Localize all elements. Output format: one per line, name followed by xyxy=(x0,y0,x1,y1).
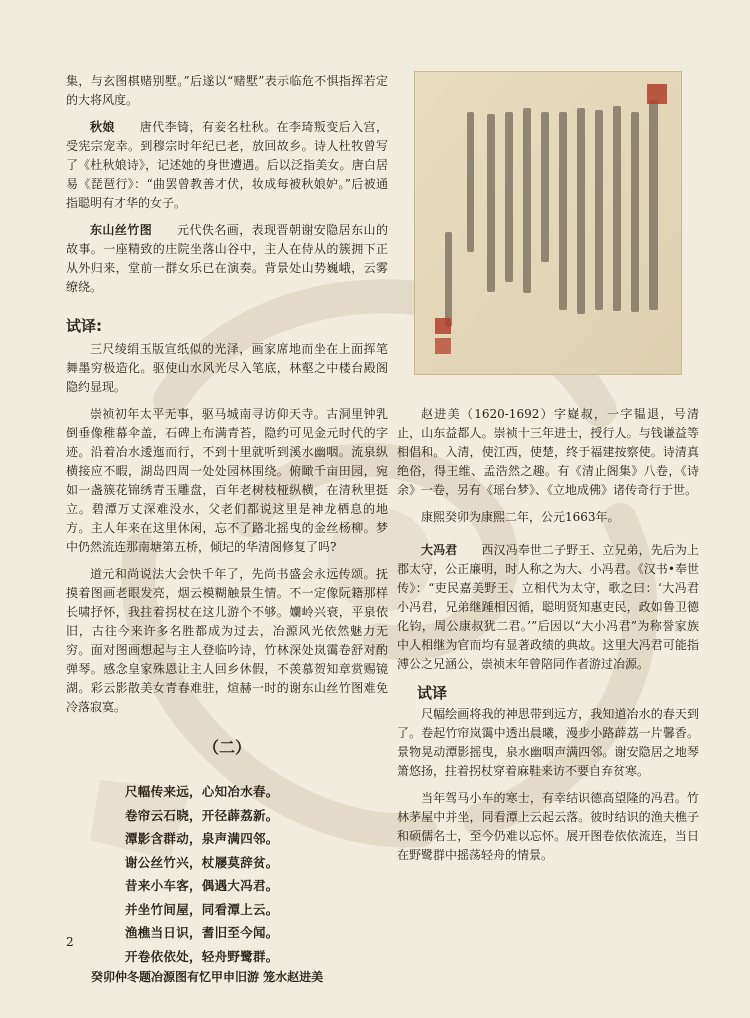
poem xyxy=(91,780,388,985)
right-column xyxy=(397,405,699,873)
calligraphy-image xyxy=(415,72,681,374)
poem-signature: 癸卯仲冬题冶源图有忆甲申旧游 笼水赵进美 xyxy=(91,970,324,984)
translation-paragraph: 尺幅绘画将我的神思带到远方，我知道冶水的春天到了。卷起竹帘岚霭中透出晨曦，漫步小路薜荔一片馨香。景物晃动潭影摇曳，泉水幽咽声满四邻。谢安隐居之地琴箫悠扬，拄着拐杖穿着麻鞋来访不要自弃贫寒。 xyxy=(397,707,699,778)
poem-line: 渔樵当日识，耆旧至今闻。 xyxy=(125,925,279,940)
poem-line: 潭影含群动，泉声满四邻。 xyxy=(125,831,279,846)
section-number: （二） xyxy=(202,738,251,757)
poem-line: 昔来小车客，偶遇大冯君。 xyxy=(125,878,279,893)
translation-paragraph: 三尺绫绢玉版宣纸似的光泽，画家席地而坐在上面挥笔舞墨穷极造化。驱使山水风光尽入笔底，林壑之中楼台殿阁隐约显现。 xyxy=(66,342,388,394)
note-term: 秋娘 xyxy=(90,120,115,134)
note-text: 西汉冯奉世二子野王、立兄弟，先后为上郡太守，公正廉明，时人称之为大、小冯君。《汉书•奉世传》：“吏民嘉美野王、立相代为太守，歌之曰：‘大冯君小冯君，兄弟继踵相因循，聪明贤知惠吏民，政如鲁卫德化钧，周公康叔犹二君。’”后因以“大小冯君”为称誉家族中人相继为官而均有显著政绩的典故。这里大冯君可能指溥公之兄涵公，崇祯末年曾陪同作者游过冶源。 xyxy=(397,543,699,671)
translation-paragraph: 当年驾马小车的寒士，有幸结识德高望隆的冯君。竹林茅屋中并坐，同看潭上云起云落。彼时结识的渔夫樵子和硕儒名士，至今仍难以忘怀。展开图卷依依流连，当日在野鹭群中摇荡轻舟的情景。 xyxy=(397,791,699,862)
poem-line: 尺幅传来远，心知冶水春。 xyxy=(125,784,279,799)
left-column xyxy=(66,72,388,985)
note-term: 大冯君 xyxy=(421,543,458,557)
note-qiuniang xyxy=(66,118,388,213)
poem-line: 开卷依依处，轻舟野鹭群。 xyxy=(125,948,279,964)
bio-paragraph: 赵进美（1620-1692）字嶷叔，一字韫退，号清止，山东益都人。崇祯十三年进士，授行人。与钱谦益等相倡和。入清，使江西，使楚，终于福建按察使。诗清真绝俗，得王维、孟浩然之趣。有《清止阁集》八卷，《诗余》一卷，另有《瑶台梦》、《立地成佛》诸传奇行于世。 xyxy=(397,407,699,497)
page-number: 2 xyxy=(66,935,74,949)
translation-heading: 试译 xyxy=(417,684,448,702)
note-text: 元代佚名画，表现晋朝谢安隐居东山的故事。一座精致的庄院坐落山谷中，主人在侍从的簇拥下正从外归来，堂前一群女乐已在演奏。背景处山势巍峨，云雾缭绕。 xyxy=(66,223,388,294)
poem-line: 谢公丝竹兴，杖屦莫辞贫。 xyxy=(125,854,279,870)
translation-heading: 试译: xyxy=(66,317,102,335)
translation-paragraph: 崇祯初年太平无事，驱马城南寻访仰天寺。古洞里钟乳倒垂像稚幕伞盖，石碑上布满青苔，隐约可见金元时代的字迹。沿着冶水逶迤而行，不到十里就听到溪水幽咽。流泉纵横接应不暇，湖岛四周一处处园林围绕。俯瞰千亩田园，宛如一盏簇花锦绣青玉雕盘，百年老树枝桠纵横，在清秋里挺立。碧潭万丈深难没水，父老们都说这里是神龙栖息的地方。主人年来在这里休闲，忘不了路北摇曳的金丝杨柳。梦中仍然流连那南塘第五桥，倾圮的华清阁修复了吗? xyxy=(66,407,388,554)
translation-paragraph: 道元和尚说法大会快千年了，先尚书盛会永远传颂。抚摸着图画老眼发亮，烟云模糊触景生情。不一定像阮籍那样长啸抒怀，我拄着拐杖在这儿游个不够。孏岭兴衰，平泉依旧，古往今来许多名胜都成为过去，冶源风光依然魅力无穷。面对图画想起与主人登临吟诗，竹林深处岚霭卷舒对酌弹琴。感念皇家殊恩让主人回乡休假，不羡慕贺知章赏赐镜湖。彩云影散美女青春难驻，煊赫一时的谢东山丝竹图难免冷落寂寞。 xyxy=(66,567,388,714)
note-text: 唐代李锜，有妾名杜秋。在李琦叛变后入宫，受宪宗宠幸。到穆宗时年纪已老，放回故乡。诗人杜牧曾写了《杜秋娘诗》，记述她的身世遭遇。后以泛指美女。唐白居易《琵琶行》：“曲罢曾教善才伏，妆成每被秋娘妒。”后被通指聪明有才华的女子。 xyxy=(66,120,388,210)
note-dafengjun xyxy=(397,541,699,674)
intro-paragraph: 集，与玄图棋赌别墅。”后遂以“赌墅”表示临危不惧指挥若定的大将风度。 xyxy=(66,74,388,107)
poem-line: 并坐竹间屋，同看潭上云。 xyxy=(125,901,279,917)
poem-line: 卷帘云石晓，开径薜荔新。 xyxy=(125,807,279,823)
note-term: 东山丝竹图 xyxy=(90,223,153,237)
note-dongshan xyxy=(66,221,388,297)
calligraphy-scroll-icon xyxy=(415,72,681,374)
date-note: 康熙癸卯为康熙二年，公元1663年。 xyxy=(421,510,620,524)
